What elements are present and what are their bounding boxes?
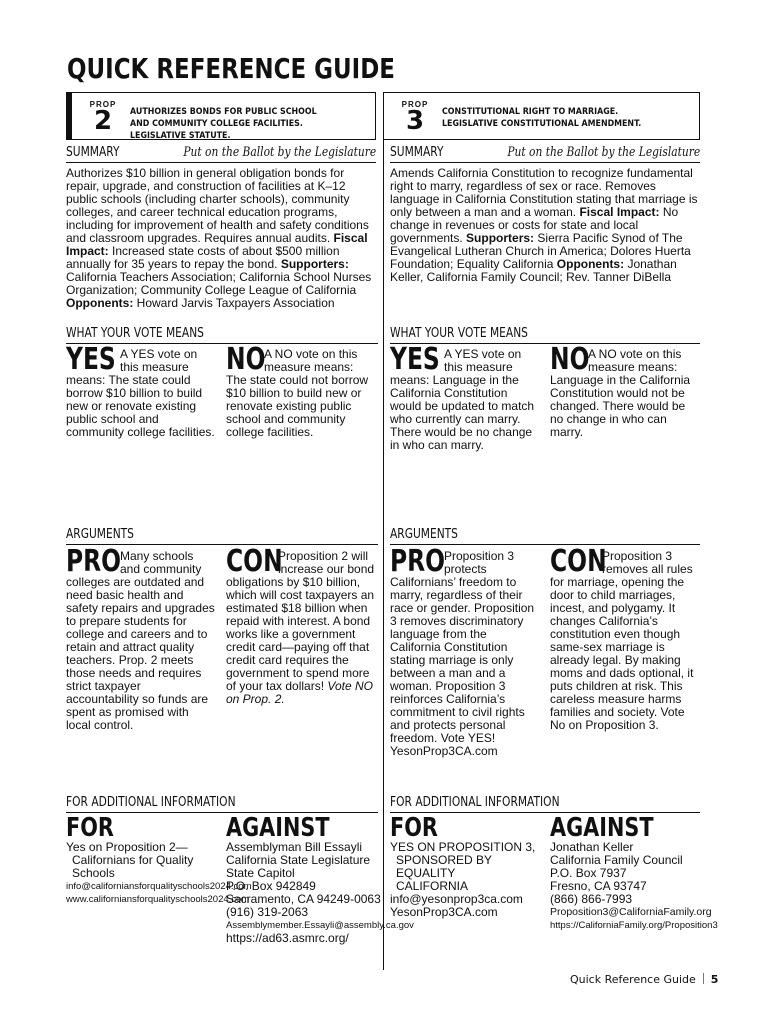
no-block bbox=[550, 342, 700, 439]
against-info: AGAINST Jonathan Keller California Family Council P.O. Box 7937 Fresno, CA 93747 (866) 866-7993 Proposition3@CaliforniaFamily.org https://CaliforniaFamily.org/Proposition3 bbox=[550, 813, 718, 931]
prop-description: AUTHORIZES BONDS FOR PUBLIC SCHOOL AND COMMUNITY COLLEGE FACILITIES. LEGISLATIVE STATUTE. bbox=[130, 107, 317, 141]
con-text: Proposition 3 removes all rules for marriage, opening the door to child marriages, incest, and polygamy. It changes California’s constitution even though same-sex marriage is already legal. By making moms and dads optional, it puts children at risk. This careless measure harms families and society. Vote No on Proposition 3. bbox=[550, 549, 694, 732]
con-block bbox=[226, 544, 376, 706]
prop-number: 3 bbox=[405, 106, 425, 136]
yes-word: YES bbox=[390, 342, 440, 377]
con-word: CON bbox=[226, 544, 283, 579]
summary-title: SUMMARY bbox=[66, 145, 120, 160]
against-word: AGAINST bbox=[550, 813, 654, 843]
page-title: QUICK REFERENCE GUIDE bbox=[67, 52, 395, 85]
footer-label: Quick Reference Guide bbox=[570, 973, 696, 986]
pro-word: PRO bbox=[390, 544, 446, 579]
pro-text: Proposition 3 protects Californians’ freedom to marry, regardless of their race or gender. Proposition 3 removes discriminatory language from the California Constitution stating marriage is only between a man and a woman. Proposition 3 reinforces California’s commitment to civil rights and protects personal freedom. Vote YES! YesonProp3CA.com bbox=[390, 549, 535, 758]
against-word: AGAINST bbox=[226, 813, 330, 843]
yes-text: A YES vote on this measure means: The state could borrow $10 billion to build new or renovate existing public school and community college facilities. bbox=[66, 347, 215, 439]
pro-text: Many schools and community colleges are outdated and need basic health and safety repairs and upgrades to prepare students for college and careers and to retain and attract quality teachers. Prop. 2 meets those needs and requires strict taxpayer accountability so funds are spent as promised with local control. bbox=[66, 549, 215, 732]
for-word: FOR bbox=[66, 813, 114, 843]
summary-header bbox=[66, 144, 376, 163]
summary-text: Authorizes $10 billion in general obligation bonds for repair, upgrade, and construction of facilities at K–12 public schools (including charter schools), community colleges, and career technical education programs, including for improvement of health and safety conditions and classroom upgrades. Requires annual audits. Fiscal Impact: Increased state costs of about $500 million annually for 35 years to repay the bond. Supporters: California Teachers Association; California School Nurses Organization; Community College League of California Opponents: Howard Jarvis Taxpayers Association bbox=[66, 166, 372, 310]
no-word: NO bbox=[550, 342, 590, 377]
website-link[interactable]: YesonProp3CA.com bbox=[390, 905, 498, 919]
prop-label bbox=[400, 100, 430, 136]
page-number: 5 bbox=[710, 973, 719, 986]
pro-block bbox=[66, 544, 216, 732]
arguments-header: ARGUMENTS bbox=[390, 526, 700, 545]
yes-word: YES bbox=[66, 342, 116, 377]
con-text: Proposition 2 will increase our bond obligations by $10 billion, which will cost taxpayers an estimated $18 billion when repaid with interest. A bond works like a government credit card—paying off that credit card requires the government to spend more of your tax dollars! bbox=[226, 549, 375, 693]
no-block bbox=[226, 342, 376, 439]
yes-text: A YES vote on this measure means: Language in the California Constitution would be updated to match who currently can marry. There would be no change in who can marry. bbox=[390, 347, 535, 452]
summary-source: Put on the Ballot by the Legislature bbox=[183, 145, 376, 160]
for-word: FOR bbox=[390, 813, 438, 843]
website-link[interactable]: https://CaliforniaFamily.org/Proposition3 bbox=[550, 920, 718, 931]
pro-block bbox=[390, 544, 540, 758]
prop-word: PROP bbox=[401, 100, 429, 109]
prop-2-column bbox=[66, 92, 414, 945]
for-info: FOR Yes on Proposition 2— Californians for Quality Schools info@californiansforqualityschools2024.com www.californiansforqualityschools2024.com bbox=[66, 813, 252, 905]
summary-header bbox=[390, 144, 700, 163]
pro-word: PRO bbox=[66, 544, 122, 579]
vote-header: WHAT YOUR VOTE MEANS bbox=[390, 325, 700, 344]
summary-source: Put on the Ballot by the Legislature bbox=[507, 145, 700, 160]
no-text: A NO vote on this measure means: The state could not borrow $10 billion to build new or renovate existing public school and community college facilities. bbox=[226, 347, 369, 439]
no-text: A NO vote on this measure means: Language in the California Constitution would not be changed. There would be no change in who can marry. bbox=[550, 347, 691, 439]
prop-3-column bbox=[390, 92, 718, 931]
vote-header: WHAT YOUR VOTE MEANS bbox=[66, 325, 378, 344]
prop-word: PROP bbox=[89, 100, 117, 109]
prop-number: 2 bbox=[93, 106, 113, 136]
prop-description: CONSTITUTIONAL RIGHT TO MARRIAGE. LEGISLATIVE CONSTITUTIONAL AMENDMENT. bbox=[442, 107, 642, 129]
con-block bbox=[550, 544, 700, 732]
footer-separator bbox=[703, 973, 704, 984]
arguments-header: ARGUMENTS bbox=[66, 526, 378, 545]
page-footer bbox=[570, 973, 718, 986]
prop-label bbox=[88, 100, 118, 136]
email-link[interactable]: Assemblymember.Essayli@assembly.ca.gov bbox=[226, 920, 414, 931]
yes-block bbox=[390, 342, 540, 452]
con-word: CON bbox=[550, 544, 607, 579]
no-word: NO bbox=[226, 342, 266, 377]
email-link[interactable]: info@yesonprop3ca.com bbox=[390, 892, 523, 906]
website-link[interactable]: https://ad63.asmrc.org/ bbox=[226, 931, 349, 945]
summary-title: SUMMARY bbox=[390, 145, 444, 160]
against-info: AGAINST Assemblyman Bill Essayli California State Legislature State Capitol P.O. Box 942849 Sacramento, CA 94249-0063 (916) 319-2063 Assemblymember.Essayli@assembly.ca.gov https://ad63.asmrc.org/ bbox=[226, 813, 414, 945]
email-link[interactable]: Proposition3@CaliforniaFamily.org bbox=[550, 906, 712, 918]
for-info: FOR YES ON PROPOSITION 3, SPONSORED BY EQUALITY CALIFORNIA info@yesonprop3ca.com YesonProp3CA.com bbox=[390, 815, 550, 919]
con-italic: Vote NO on Prop. 2. bbox=[226, 679, 373, 706]
prop-header bbox=[383, 92, 700, 140]
prop-header bbox=[66, 92, 376, 140]
summary-text: Amends California Constitution to recognize fundamental right to marry, regardless of sex or race. Removes language in California Constitution stating that marriage is only between a man and a woman. Fiscal Impact: No change in revenues or costs for state and local governments. Supporters: Sierra Pacific Synod of The Evangelical Lutheran Church in America; Dolores Huerta Foundation; Equality California Opponents: Jonathan Keller, California Family Council; Rev. Tanner DiBella bbox=[390, 166, 698, 284]
website-link[interactable]: www.californiansforqualityschools2024.com bbox=[66, 894, 250, 905]
info-header: FOR ADDITIONAL INFORMATION bbox=[66, 794, 378, 813]
yes-block bbox=[66, 342, 216, 439]
info-header: FOR ADDITIONAL INFORMATION bbox=[390, 794, 700, 813]
email-link[interactable]: info@californiansforqualityschools2024.com bbox=[66, 881, 252, 892]
